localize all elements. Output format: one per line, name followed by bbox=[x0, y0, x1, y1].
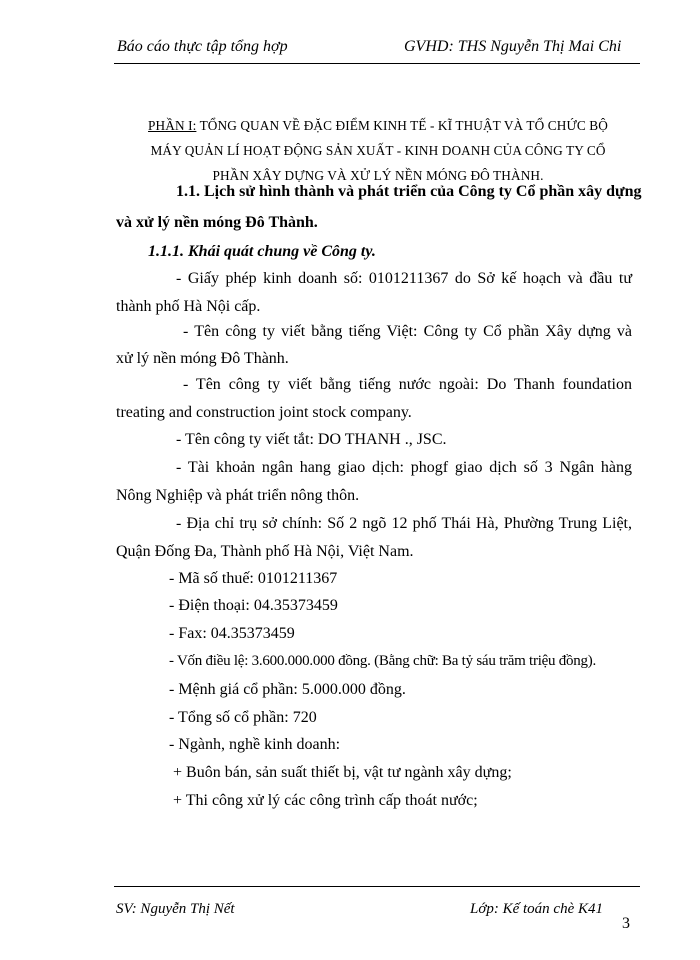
footer-rule bbox=[114, 886, 640, 887]
fax-line: - Fax: 04.35373459 bbox=[169, 625, 295, 642]
bank-line-1: - Tài khoản ngân hang giao dịch: phogf giao dịch số 3 Ngân hàng bbox=[176, 459, 632, 476]
tax-code-line: - Mã số thuế: 0101211367 bbox=[169, 570, 338, 587]
phone-line: - Điện thoại: 04.35373459 bbox=[169, 597, 338, 614]
business-item-2: + Thi công xử lý các công trình cấp thoát nước; bbox=[173, 792, 478, 809]
header-advisor: GVHD: THS Nguyễn Thị Mai Chi bbox=[404, 38, 622, 55]
short-name-line: - Tên công ty viết tắt: DO THANH ., JSC. bbox=[176, 431, 447, 448]
footer-class: Lớp: Kế toán chè K41 bbox=[470, 901, 603, 917]
business-lines-heading: - Ngành, nghề kinh doanh: bbox=[169, 736, 341, 753]
bank-line-2: Nông Nghiệp và phát triển nông thôn. bbox=[116, 487, 360, 504]
share-value-line: - Mệnh giá cổ phần: 5.000.000 đồng. bbox=[169, 681, 406, 698]
part-title bbox=[112, 113, 644, 188]
capital-line: - Vốn điều lệ: 3.600.000.000 đồng. (Bằng chữ: Ba tỷ sáu trăm triệu đồng). bbox=[169, 653, 597, 669]
part-title-line-2: MÁY QUẢN LÍ HOẠT ĐỘNG SẢN XUẤT - KINH DOANH CỦA CÔNG TY CỔ bbox=[150, 143, 606, 158]
address-line-1: - Địa chỉ trụ sở chính: Số 2 ngõ 12 phố Thái Hà, Phường Trung Liệt, bbox=[176, 515, 632, 532]
vn-name-line-2: xử lý nền móng Đô Thành. bbox=[116, 350, 289, 367]
part-title-line-1: TỔNG QUAN VỀ ĐẶC ĐIỂM KINH TẾ - KĨ THUẬT VÀ TỔ CHỨC BỘ bbox=[196, 118, 608, 133]
section-heading-line-2: và xử lý nền móng Đô Thành. bbox=[116, 214, 318, 231]
en-name-line-2: treating and construction joint stock company. bbox=[116, 404, 412, 421]
subsection-heading: 1.1.1. Khái quát chung về Công ty. bbox=[148, 243, 376, 260]
part-label: PHẦN I: bbox=[148, 118, 197, 133]
part-title-line-3: PHẦN XÂY DỰNG VÀ XỬ LÝ NỀN MÓNG ĐÔ THÀNH. bbox=[212, 168, 544, 183]
address-line-2: Quận Đống Đa, Thành phố Hà Nội, Việt Nam. bbox=[116, 543, 414, 560]
en-name-line-1: - Tên công ty viết bằng tiếng nước ngoài: Do Thanh foundation bbox=[183, 376, 632, 393]
page-number: 3 bbox=[622, 915, 630, 932]
footer-student: SV: Nguyễn Thị Nết bbox=[116, 901, 235, 917]
share-total-line: - Tổng số cổ phần: 720 bbox=[169, 709, 317, 726]
section-heading-line-1: 1.1. Lịch sử hình thành và phát triển của Công ty Cổ phần xây dựng bbox=[176, 183, 642, 200]
header-report-title: Báo cáo thực tập tổng hợp bbox=[117, 38, 288, 55]
license-line-1: - Giấy phép kinh doanh số: 0101211367 do Sở kế hoạch và đầu tư bbox=[176, 270, 632, 287]
vn-name-line-1: - Tên công ty viết bằng tiếng Việt: Công ty Cổ phần Xây dựng và bbox=[183, 323, 632, 340]
business-item-1: + Buôn bán, sản suất thiết bị, vật tư ngành xây dựng; bbox=[173, 764, 512, 781]
license-line-2: thành phố Hà Nội cấp. bbox=[116, 298, 261, 315]
header-rule bbox=[114, 63, 640, 64]
